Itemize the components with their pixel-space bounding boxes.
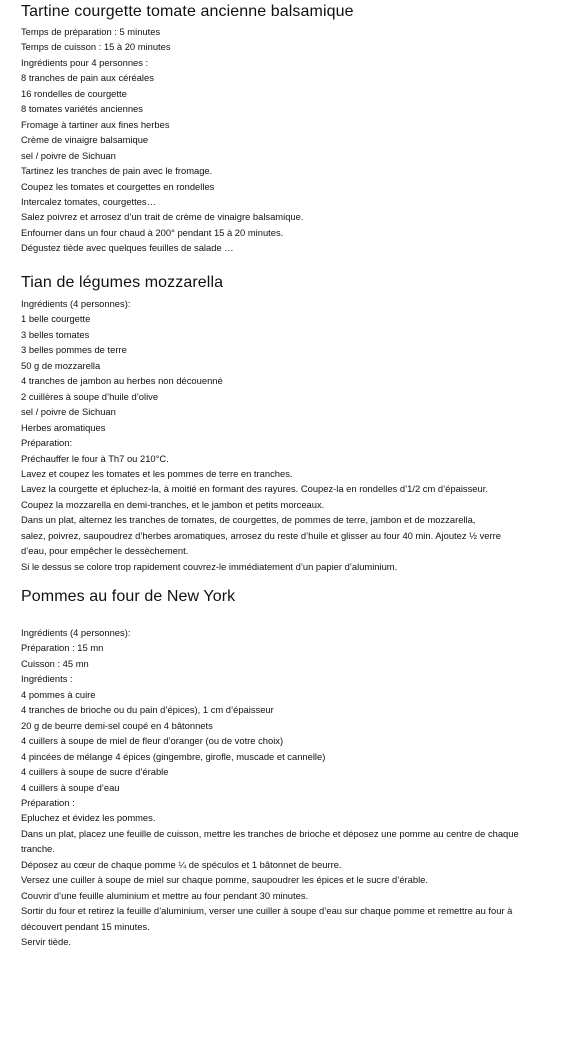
recipe-title: Tartine courgette tomate ancienne balsamique xyxy=(21,3,354,20)
recipe-text-line: salez, poivrez, saupoudrez d’herbes aromatiques, arrosez du reste d’huile et glisser au four 40 min. Ajoutez ½ verre xyxy=(21,529,501,541)
recipe-text-line: découvert pendant 15 minutes. xyxy=(21,920,150,932)
recipe-text-line: Epluchez et évidez les pommes. xyxy=(21,812,156,824)
recipe-text-line: 4 tranches de jambon au herbes non découenné xyxy=(21,375,223,387)
recipe-text-line: 4 cuillers à soupe de sucre d’érable xyxy=(21,766,169,778)
recipe-text-line: Enfourner dans un four chaud à 200° pendant 15 à 20 minutes. xyxy=(21,226,284,238)
recipe-text-line: 50 g de mozzarella xyxy=(21,359,101,371)
recipe-text-line: Si le dessus se colore trop rapidement couvrez-le immédiatement d’un papier d’aluminium. xyxy=(21,560,398,572)
recipe-text-line: Temps de cuisson : 15 à 20 minutes xyxy=(21,41,171,53)
recipe-text-line: 4 pommes à cuire xyxy=(21,688,96,700)
recipe-text-line: Ingrédients (4 personnes): xyxy=(21,627,131,638)
recipe-text-line: Préchauffer le four à Th7 ou 210°C. xyxy=(21,452,169,464)
recipe-text-line: Versez une cuiller à soupe de miel sur chaque pomme, saupoudrer les épices et le sucre d’érable. xyxy=(21,874,428,886)
recipe-text-line: Sortir du four et retirez la feuille d’aluminium, verser une cuiller à soupe d’eau sur chaque pomme et remettre au four à xyxy=(21,905,513,917)
recipe-text-line: Cuisson : 45 mn xyxy=(21,657,89,669)
recipe-text-line: Coupez la mozzarella en demi-tranches, et le jambon et petits morceaux. xyxy=(21,498,325,510)
recipe-text-line: Ingrédients : xyxy=(21,673,73,685)
recipe-text-line: Servir tiède. xyxy=(21,936,72,948)
recipe-text-line: Préparation : xyxy=(21,796,75,808)
recipe-text-line: Crème de vinaigre balsamique xyxy=(21,134,149,146)
recipe-text-line: 8 tomates variétés anciennes xyxy=(21,103,143,115)
recipe-body xyxy=(21,296,566,574)
recipe-text-line: 4 cuillers à soupe d’eau xyxy=(21,781,120,793)
recipe-text-line: 8 tranches de pain aux céréales xyxy=(21,72,154,84)
recipe-text-line: Déposez au cœur de chaque pomme ¼ de spéculos et 1 bâtonnet de beurre. xyxy=(21,858,342,870)
recipe-text-line: Intercalez tomates, courgettes… xyxy=(21,195,156,207)
recipe-section xyxy=(21,272,566,574)
recipe-text-line: Temps de préparation : 5 minutes xyxy=(21,26,161,37)
recipe-text-line: Ingrédients (4 personnes): xyxy=(21,298,131,309)
recipe-text-line: Salez poivrez et arrosez d’un trait de crème de vinaigre balsamique. xyxy=(21,211,304,223)
recipe-text-line: 4 tranches de brioche ou du pain d’épices), 1 cm d’épaisseur xyxy=(21,704,274,716)
recipe-body xyxy=(21,24,566,256)
recipe-text-line: 4 pincées de mélange 4 épices (gingembre, girofle, muscade et cannelle) xyxy=(21,750,326,762)
recipe-section xyxy=(21,1,566,256)
recipe-title: Pommes au four de New York xyxy=(21,588,236,605)
recipe-text-line: 2 cuillères à soupe d’huile d’olive xyxy=(21,390,159,402)
recipe-text-line: Couvrir d’une feuille aluminium et mettre au four pendant 30 minutes. xyxy=(21,889,309,901)
recipe-text-line: sel / poivre de Sichuan xyxy=(21,149,116,161)
recipe-title: Tian de légumes mozzarella xyxy=(21,274,224,291)
recipe-text-line: tranche. xyxy=(21,843,55,855)
recipe-text-line: Fromage à tartiner aux fines herbes xyxy=(21,118,170,130)
recipe-text-line: Préparation: xyxy=(21,437,73,449)
recipe-text-line: Tartinez les tranches de pain avec le fromage. xyxy=(21,165,213,177)
recipe-text-line: Préparation : 15 mn xyxy=(21,642,104,654)
recipe-text-line: 16 rondelles de courgette xyxy=(21,87,127,99)
recipe-text-line: Dans un plat, placez une feuille de cuisson, mettre les tranches de brioche et déposez une pomme au centre de chaque xyxy=(21,827,519,839)
recipe-text-line: Coupez les tomates et courgettes en rondelles xyxy=(21,180,215,192)
recipe-text-line: 3 belles pommes de terre xyxy=(21,344,127,356)
recipe-text-line: 1 belle courgette xyxy=(21,313,91,325)
recipe-text-line: 20 g de beurre demi-sel coupé en 4 bâtonnets xyxy=(21,719,213,731)
recipe-body xyxy=(21,625,566,950)
recipe-text-line: 4 cuillers à soupe de miel de fleur d’oranger (ou de votre choix) xyxy=(21,735,284,747)
recipe-text-line: Dans un plat, alternez les tranches de tomates, de courgettes, de pommes de terre, jambon et de mozzarella, xyxy=(21,514,476,526)
recipe-text-line: sel / poivre de Sichuan xyxy=(21,406,116,418)
recipe-text-line: Herbes aromatiques xyxy=(21,421,106,433)
recipe-text-line: Ingrédients pour 4 personnes : xyxy=(21,56,149,68)
recipe-text-line: 3 belles tomates xyxy=(21,328,90,340)
recipe-text-line: d’eau, pour empêcher le dessèchement. xyxy=(21,545,189,557)
recipe-text-line: Lavez et coupez les tomates et les pommes de terre en tranches. xyxy=(21,467,293,479)
recipe-text-line: Dégustez tiède avec quelques feuilles de salade … xyxy=(21,242,234,254)
recipe-section xyxy=(21,586,566,950)
recipe-text-line: Lavez la courgette et épluchez-la, à moitié en formant des rayures. Coupez-la en rondelles d’1/2 cm d’épaisseur. xyxy=(21,483,488,495)
